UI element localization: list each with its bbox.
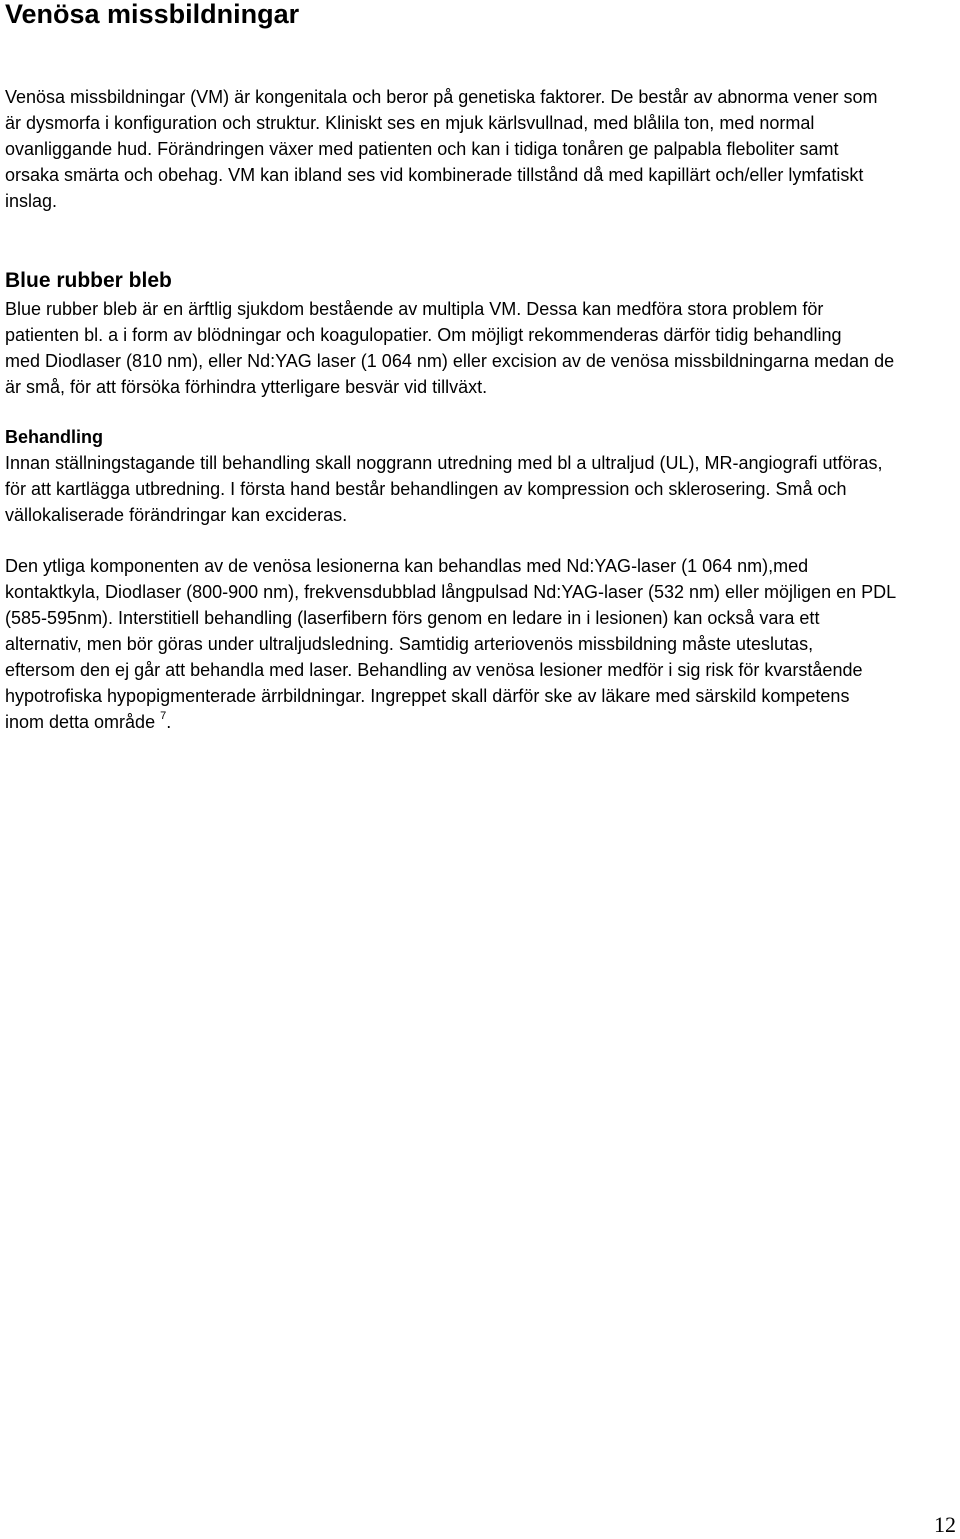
intro-line: är dysmorfa i konfiguration och struktur. Kliniskt ses en mjuk kärlsvullnad, med blålila ton, med normal (5, 113, 815, 133)
intro-line: ovanliggande hud. Förändringen växer med patienten och kan i tidiga tonåren ge palpabla fleboliter samt (5, 139, 839, 159)
paragraph-line: Blue rubber bleb är en ärftlig sjukdom bestående av multipla VM. Dessa kan medföra stora problem för (5, 299, 824, 319)
paragraph-line: hypotrofiska hypopigmenterade ärrbildningar. Ingreppet skall därför ske av läkare med särskild kompetens (5, 686, 850, 706)
last-line-text: inom detta område (5, 712, 156, 732)
page-title: Venösa missbildningar (5, 0, 300, 29)
paragraph-line: är små, för att försöka förhindra ytterligare besvär vid tillväxt. (5, 377, 488, 397)
paragraph-line: Innan ställningstagande till behandling skall noggrann utredning med bl a ultraljud (UL), MR-angiografi utföras, (5, 453, 883, 473)
behandling-paragraph (5, 450, 950, 528)
laser-treatment-paragraph (5, 553, 950, 735)
paragraph-line: alternativ, men bör göras under ultraljudsledning. Samtidig arteriovenös missbildning måste uteslutas, (5, 634, 814, 654)
intro-line: orsaka smärta och obehag. VM kan ibland ses vid kombinerade tillstånd då med kapillärt och/eller lymfatiskt (5, 165, 864, 185)
paragraph-line: (585-595nm). Interstitiell behandling (laserfibern förs genom en ledare in i lesionen) kan också vara ett (5, 608, 820, 628)
behandling-heading: Behandling (5, 427, 103, 447)
intro-paragraph (5, 84, 950, 214)
intro-line: inslag. (5, 191, 58, 211)
page-number: 12 (934, 1512, 956, 1537)
blue-rubber-bleb-heading: Blue rubber bleb (5, 269, 172, 292)
paragraph-last-line (5, 709, 950, 735)
last-line-period: . (166, 712, 172, 732)
reference-superscript: 7 (160, 710, 167, 722)
paragraph-line: vällokaliserade förändringar kan excideras. (5, 505, 348, 525)
paragraph-line: med Diodlaser (810 nm), eller Nd:YAG laser (1 064 nm) eller excision av de venösa missbildningarna medan de (5, 351, 895, 371)
paragraph-line: kontaktkyla, Diodlaser (800-900 nm), frekvensdubblad långpulsad Nd:YAG-laser (532 nm) eller möjligen en PDL (5, 582, 897, 602)
intro-line: Venösa missbildningar (VM) är kongenitala och beror på genetiska faktorer. De består av abnorma vener som (5, 87, 878, 107)
paragraph-line: Den ytliga komponenten av de venösa lesionerna kan behandlas med Nd:YAG-laser (1 064 nm),med (5, 556, 809, 576)
paragraph-line: eftersom den ej går att behandla med laser. Behandling av venösa lesioner medför i sig risk för kvarstående (5, 660, 863, 680)
paragraph-line: patienten bl. a i form av blödningar och koagulopatier. Om möjligt rekommenderas därför tidig behandling (5, 325, 842, 345)
blue-rubber-bleb-paragraph (5, 296, 950, 400)
paragraph-line: för att kartlägga utbredning. I första hand består behandlingen av kompression och sklerosering. Små och (5, 479, 847, 499)
